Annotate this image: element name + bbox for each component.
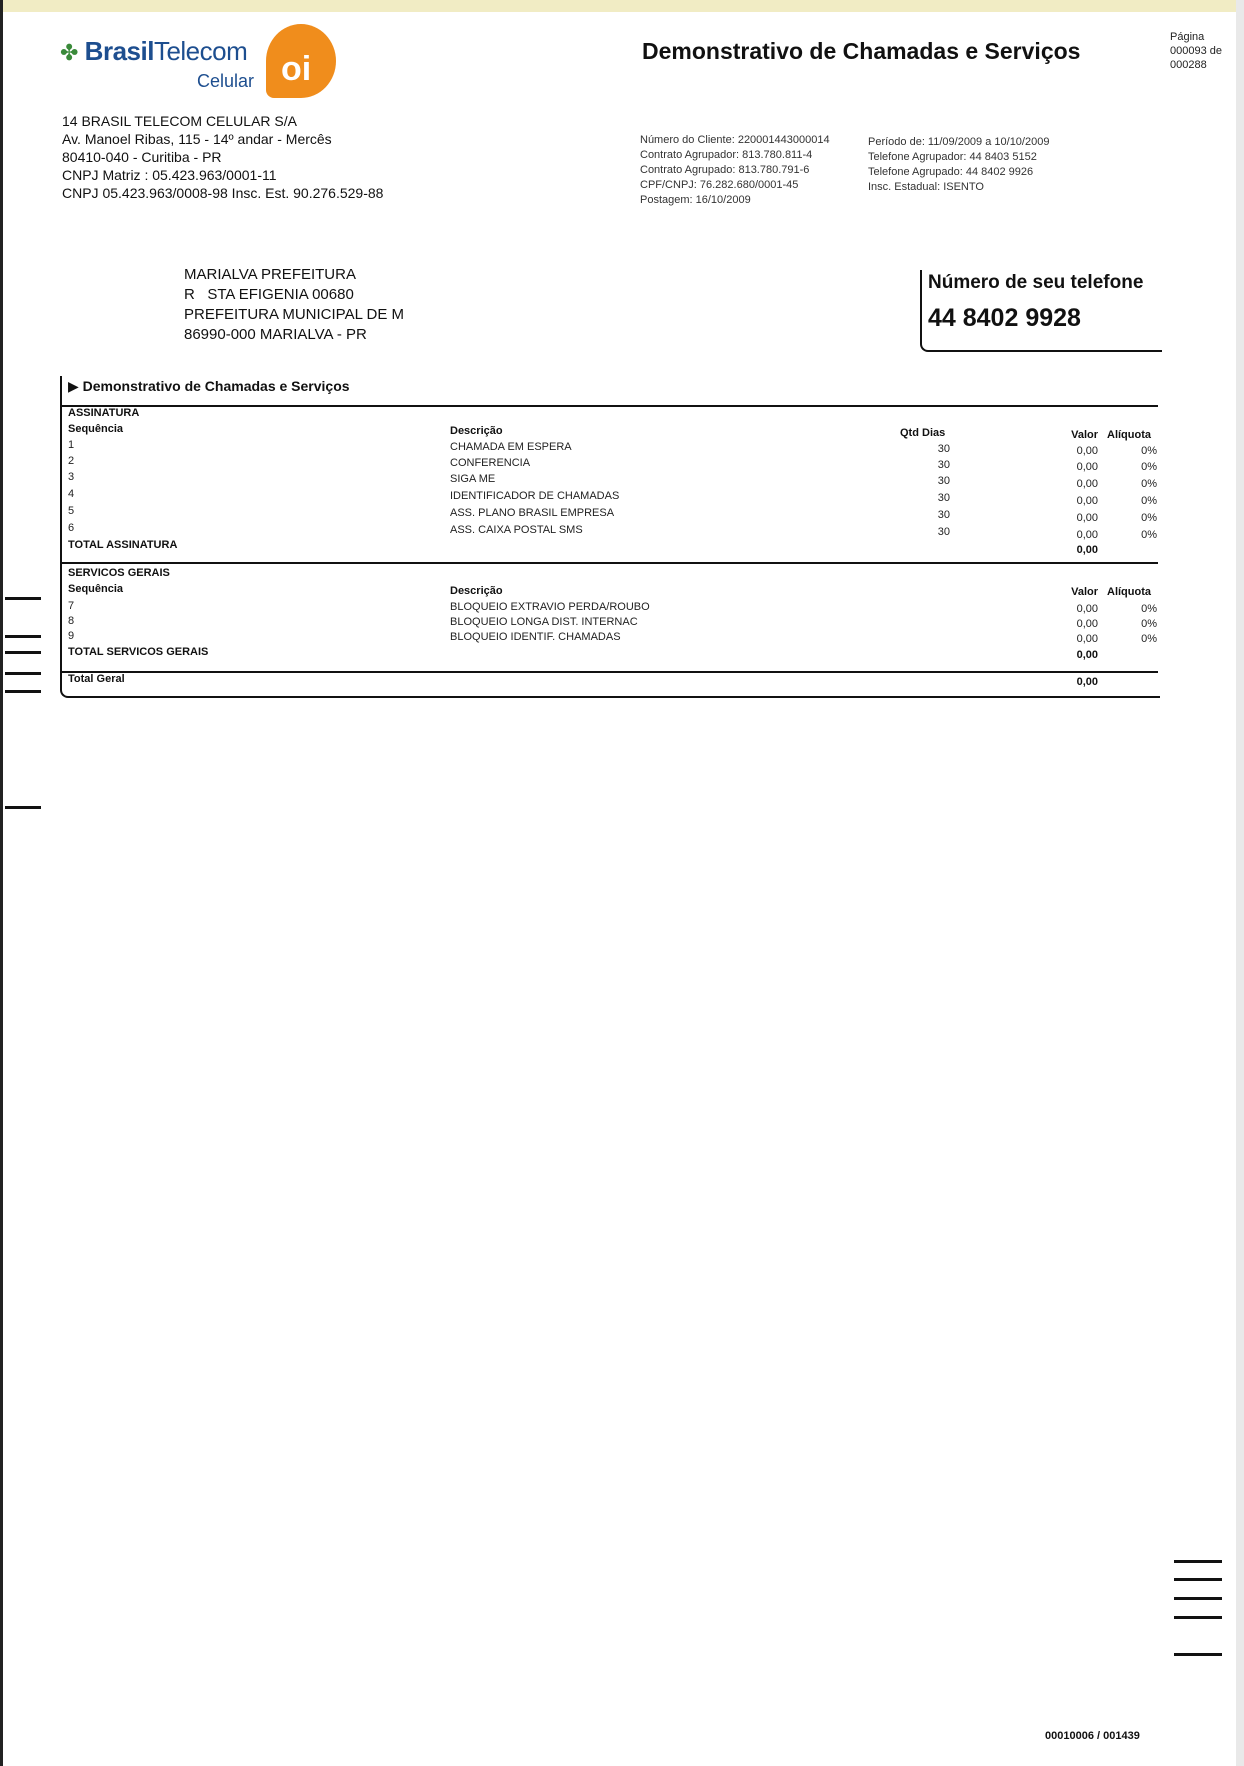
logo-sub: Celular [197,71,255,91]
info-line: Postagem: 16/10/2009 [640,194,751,206]
col-valor: Valor [1071,429,1098,441]
print-mark [5,635,41,638]
total-assinatura-value: 0,00 [1076,544,1098,556]
col-qtd-dias: Qtd Dias [900,427,946,439]
row-qtd: 30 [937,443,950,455]
company-address [62,112,383,202]
statement-section [60,376,1160,698]
row-desc: CONFERENCIA [450,457,531,469]
row-aliq: 0% [1141,529,1157,541]
row-desc: ASS. PLANO BRASIL EMPRESA [450,507,615,519]
col-descricao: Descrição [450,425,503,437]
row-desc: SIGA ME [450,473,496,485]
row-valor: 0,00 [1076,529,1098,541]
col-sequencia: Sequência [68,423,124,435]
print-mark [5,690,41,693]
logo-diamond-icon: ✤ [60,40,78,65]
recipient-line: PREFEITURA MUNICIPAL DE M [184,306,405,323]
recipient-address [184,265,404,345]
info-line: Telefone Agrupado: 44 8402 9926 [868,166,1034,178]
page-counter-line: 000288 [1170,59,1207,71]
row-seq: 4 [68,488,75,500]
page-counter-line: Página [1170,31,1205,43]
col-valor: Valor [1071,586,1098,598]
divider [62,671,1158,673]
document-title: Demonstrativo de Chamadas e Serviços [642,38,1081,64]
row-qtd: 30 [937,459,950,471]
row-aliq: 0% [1141,478,1157,490]
row-seq: 9 [68,630,75,642]
info-line: Número do Cliente: 220001443000014 [640,134,830,146]
col-sequencia: Sequência [68,583,124,595]
page-counter-line: 000093 de [1170,45,1222,57]
row-aliq: 0% [1141,445,1157,457]
print-mark [1174,1597,1222,1600]
phone-label: Número de seu telefone [928,272,1144,293]
row-valor: 0,00 [1076,495,1098,507]
print-mark [1174,1616,1222,1619]
row-seq: 2 [68,455,75,467]
row-qtd: 30 [937,509,950,521]
info-line: Contrato Agrupador: 813.780.811-4 [640,149,813,161]
row-aliq: 0% [1141,461,1157,473]
row-qtd: 30 [937,492,950,504]
divider [62,562,1158,564]
row-valor: 0,00 [1076,461,1098,473]
row-valor: 0,00 [1076,478,1098,490]
footer-code: 00010006 / 001439 [1045,1730,1140,1742]
row-desc: BLOQUEIO EXTRAVIO PERDA/ROUBO [450,601,650,613]
info-line: Telefone Agrupador: 44 8403 5152 [868,151,1037,163]
row-desc: IDENTIFICADOR DE CHAMADAS [450,490,620,502]
row-desc: BLOQUEIO LONGA DIST. INTERNAC [450,616,638,628]
print-mark [5,651,41,654]
row-aliq: 0% [1141,633,1157,645]
col-descricao: Descrição [450,585,503,597]
row-desc: ASS. CAIXA POSTAL SMS [450,524,583,536]
brasil-telecom-logo [60,36,247,67]
row-desc: CHAMADA EM ESPERA [450,441,572,453]
col-aliquota: Alíquota [1107,429,1151,441]
row-aliq: 0% [1141,512,1157,524]
divider [62,405,1158,407]
row-seq: 7 [68,600,75,612]
company-line: CNPJ 05.423.963/0008-98 Insc. Est. 90.276.529-88 [62,185,384,201]
company-line: CNPJ Matriz : 05.423.963/0001-11 [62,167,277,183]
top-edge-strip [0,0,1244,12]
row-seq: 1 [68,439,75,451]
company-line: Av. Manoel Ribas, 115 - 14º andar - Mercês [62,131,332,147]
total-servicos-label: TOTAL SERVICOS GERAIS [68,646,209,658]
assinatura-heading: ASSINATURA [68,407,140,419]
logo-brand-light: Telecom [153,36,248,66]
page-counter [1170,30,1222,72]
phone-number: 44 8402 9928 [928,304,1081,332]
company-line: 14 BRASIL TELECOM CELULAR S/A [62,113,297,129]
row-qtd: 30 [937,526,950,538]
row-valor: 0,00 [1076,633,1098,645]
client-info-right [868,135,1049,195]
info-line: Período de: 11/09/2009 a 10/10/2009 [868,136,1050,148]
logo-brand-bold: Brasil [84,36,154,66]
print-mark [5,672,41,675]
row-aliq: 0% [1141,495,1157,507]
row-seq: 8 [68,615,75,627]
row-desc: BLOQUEIO IDENTIF. CHAMADAS [450,631,621,643]
scan-left-edge [0,0,3,1766]
recipient-line: MARIALVA PREFEITURA [184,266,356,283]
servicos-heading: SERVICOS GERAIS [68,567,170,579]
total-geral-label: Total Geral [68,673,125,685]
row-aliq: 0% [1141,618,1157,630]
row-aliq: 0% [1141,603,1157,615]
recipient-line: R STA EFIGENIA 00680 [184,286,354,303]
print-mark [1174,1653,1222,1656]
row-valor: 0,00 [1076,603,1098,615]
info-line: Insc. Estadual: ISENTO [868,181,984,193]
total-assinatura-label: TOTAL ASSINATURA [68,539,178,551]
print-mark [1174,1560,1222,1563]
row-seq: 3 [68,471,75,483]
print-mark [1174,1578,1222,1581]
oi-logo-text: oi [281,50,312,88]
client-info-left [640,133,830,208]
print-mark [5,806,41,809]
section-title: ▶ Demonstrativo de Chamadas e Serviços [68,378,350,394]
row-seq: 6 [68,522,75,534]
total-servicos-value: 0,00 [1076,649,1098,661]
row-valor: 0,00 [1076,512,1098,524]
company-line: 80410-040 - Curitiba - PR [62,149,222,165]
col-aliquota: Alíquota [1107,586,1151,598]
row-qtd: 30 [937,475,950,487]
row-seq: 5 [68,505,75,517]
row-valor: 0,00 [1076,618,1098,630]
print-mark [5,597,41,600]
row-valor: 0,00 [1076,445,1098,457]
total-geral-value: 0,00 [1076,676,1098,688]
info-line: Contrato Agrupado: 813.780.791-6 [640,164,810,176]
recipient-line: 86990-000 MARIALVA - PR [184,326,367,343]
info-line: CPF/CNPJ: 76.282.680/0001-45 [640,179,799,191]
scan-right-edge [1236,0,1244,1766]
